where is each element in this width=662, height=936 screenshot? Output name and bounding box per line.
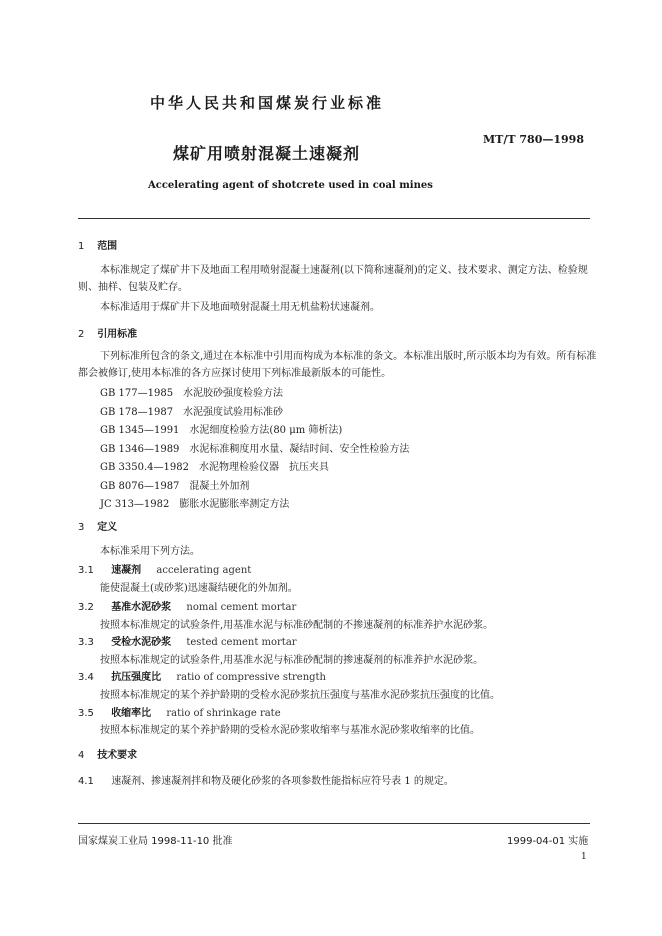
section-number: 2	[78, 329, 85, 340]
standard-organization: 中华人民共和国煤炭行业标准	[150, 94, 385, 112]
section-2-heading	[78, 325, 137, 340]
term-chinese: 受检水泥砂浆	[111, 637, 172, 648]
approval-info: 国家煤炭工业局 1998-11-10 批准	[78, 836, 233, 847]
page-number: 1	[581, 852, 587, 862]
document-title-english: Accelerating agent of shotcrete used in coal mines	[148, 180, 433, 191]
section-3-intro: 本标准采用下列方法。	[100, 546, 200, 557]
term-definition: 按照本标准规定的试验条件,用基准水泥与标准砂配制的掺速凝剂的标准养护水泥砂浆。	[100, 655, 484, 666]
term-definition: 按照本标准规定的试验条件,用基准水泥与标准砂配制的不掺速凝剂的标准养护水泥砂浆。	[100, 620, 494, 631]
standard-code: MT/T 780—1998	[483, 133, 584, 146]
reference-item: GB 1346—1989 水泥标准稠度用水量、凝结时间、安全性检验方法	[100, 443, 410, 455]
section-number: 1	[78, 241, 85, 252]
term-heading	[78, 598, 296, 613]
section-number: 4	[78, 750, 85, 761]
term-english: ratio of shrinkage rate	[166, 708, 281, 719]
term-english: ratio of compressive strength	[176, 672, 326, 683]
term-english: accelerating agent	[156, 565, 252, 576]
section-1-heading	[78, 237, 117, 252]
header-divider	[78, 218, 590, 219]
term-english: nomal cement mortar	[186, 602, 297, 613]
reference-item: GB 177—1985 水泥胶砂强度检验方法	[100, 388, 284, 399]
section-2-paragraph: 下列标准所包含的条文,通过在本标准中引用而构成为本标准的条文。本标准出版时,所示版本均为有效。所有标准都会被修订,使用本标准的各方应探讨使用下列标准最新版本的可能性。	[78, 351, 597, 379]
term-number: 3.1	[78, 565, 94, 576]
clause-4-1	[78, 772, 454, 787]
effective-date: 1999-04-01 实施	[507, 836, 589, 847]
section-title: 范围	[97, 241, 118, 252]
term-number: 3.5	[78, 708, 94, 719]
reference-item: GB 8076—1987 混凝土外加剂	[100, 480, 250, 492]
term-chinese: 速凝剂	[111, 565, 142, 576]
clause-text: 速凝剂、掺速凝剂拌和物及硬化砂浆的各项参数性能指标应符号表 1 的规定。	[111, 776, 454, 787]
section-4-heading	[78, 746, 137, 761]
term-chinese: 基准水泥砂浆	[111, 602, 172, 613]
term-number: 3.3	[78, 637, 94, 648]
reference-item: GB 3350.4—1982 水泥物理检验仪器 抗压夹具	[100, 462, 329, 473]
term-heading	[78, 633, 297, 648]
footer-divider	[78, 823, 590, 824]
section-1-paragraph-1: 本标准规定了煤矿井下及地面工程用喷射混凝土速凝剂(以下简称速凝剂)的定义、技术要求、测定方法、检验规则、抽样、包装及贮存。	[78, 265, 588, 293]
term-heading	[78, 561, 251, 576]
term-number: 3.2	[78, 602, 94, 613]
term-definition: 按照本标准规定的某个养护龄期的受检水泥砂浆收缩率与基准水泥砂浆收缩率的比值。	[100, 725, 480, 736]
normative-references-list	[100, 385, 409, 515]
section-title: 定义	[97, 522, 118, 533]
clause-number: 4.1	[78, 776, 94, 787]
section-title: 引用标准	[97, 329, 138, 340]
section-number: 3	[78, 522, 85, 533]
term-number: 3.4	[78, 672, 94, 683]
section-1-paragraph-2: 本标准适用于煤矿井下及地面喷射混凝土用无机盐粉状速凝剂。	[100, 302, 380, 313]
document-title: 煤矿用喷射混凝土速凝剂	[173, 144, 361, 163]
term-definition: 能使混凝土(或砂浆)迅速凝结硬化的外加剂。	[100, 583, 298, 594]
term-chinese: 抗压强度比	[111, 672, 162, 683]
section-title: 技术要求	[97, 750, 138, 761]
term-definition: 按照本标准规定的某个养护龄期的受检水泥砂浆抗压强度与基准水泥砂浆抗压强度的比值。	[100, 690, 500, 701]
section-3-heading	[78, 518, 117, 533]
reference-item: JC 313—1982 膨胀水泥膨胀率测定方法	[100, 499, 290, 510]
term-heading	[78, 704, 281, 719]
reference-item: GB 178—1987 水泥强度试验用标准砂	[100, 406, 284, 418]
term-heading	[78, 668, 326, 683]
term-chinese: 收缩率比	[111, 708, 152, 719]
reference-item: GB 1345—1991 水泥细度检验方法(80 μm 筛析法)	[100, 425, 343, 436]
term-english: tested cement mortar	[186, 637, 297, 648]
